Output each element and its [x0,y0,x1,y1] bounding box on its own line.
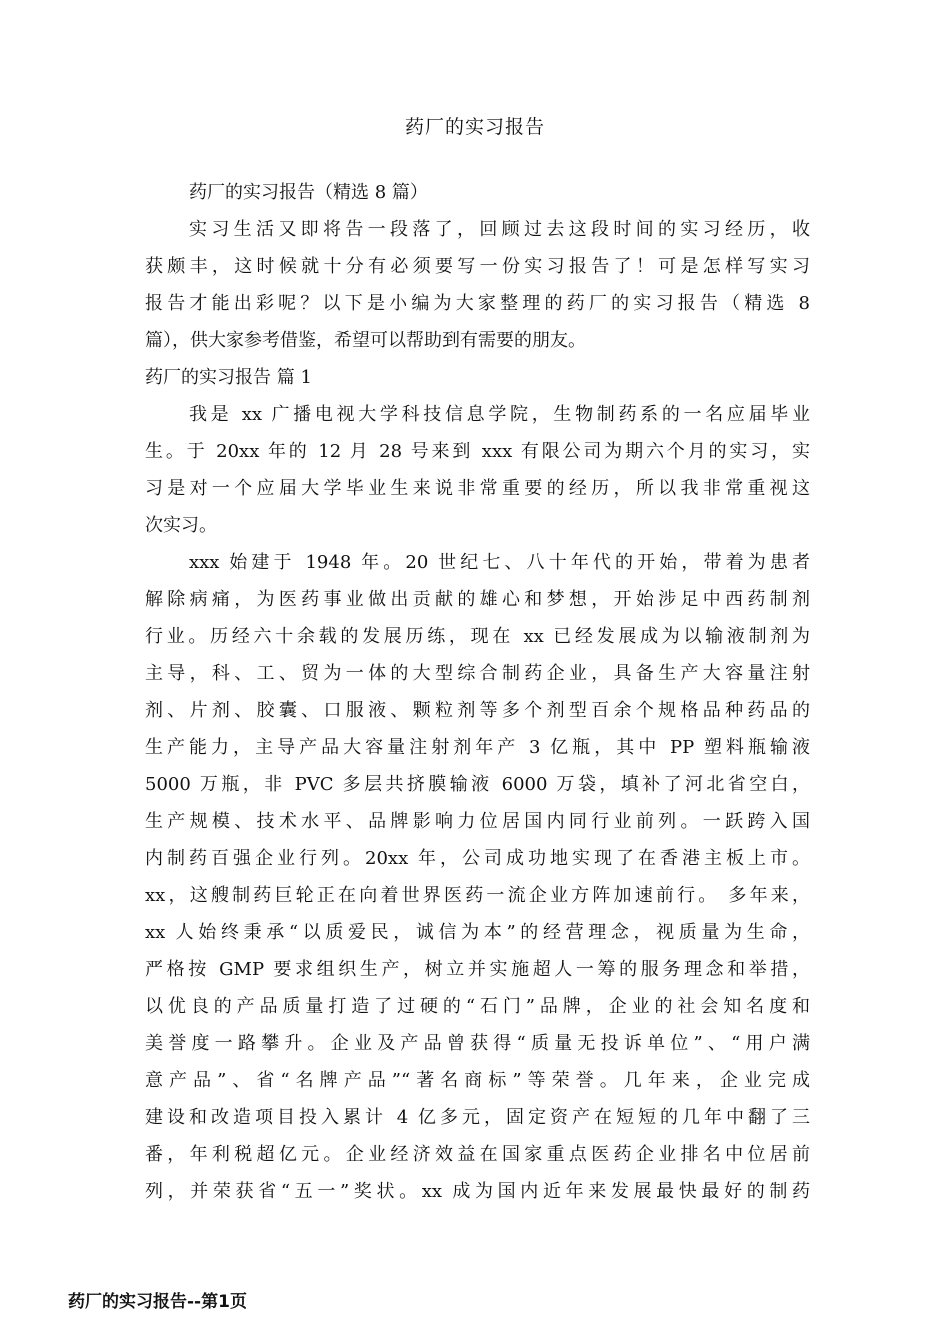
text-line: 建设和改造项目投入累计 4 亿多元，固定资产在短短的几年中翻了三 [145,1107,810,1128]
text-line: 生产能力，主导产品大容量注射剂年产 3 亿瓶，其中 PP 塑料瓶输液 [145,737,810,758]
text-line: xx 人始终秉承“以质爱民，诚信为本”的经营理念，视质量为生命， [145,922,810,943]
text-line: xxx 始建于 1948 年。20 世纪七、八十年代的开始，带着为患者 [189,552,810,573]
text-line: 药厂的实习报告（精选 8 篇） [189,182,428,203]
text-line: 报告才能出彩呢？以下是小编为大家整理的药厂的实习报告（精选 8 [145,293,810,314]
page-footer: 药厂的实习报告--第1页 [68,1292,247,1312]
text-line: 篇），供大家参考借鉴，希望可以帮助到有需要的朋友。 [145,330,586,351]
text-line: 药厂的实习报告 篇 1 [145,367,312,388]
text-line: 内制药百强企业行列。20xx 年，公司成功地实现了在香港主板上市。 [145,848,810,869]
text-line: 我是 xx 广播电视大学科技信息学院，生物制药系的一名应届毕业 [189,404,810,425]
text-line: 剂、片剂、胶囊、口服液、颗粒剂等多个剂型百余个规格品种药品的 [145,700,810,721]
text-line: xx，这艘制药巨轮正在向着世界医药一流企业方阵加速前行。 多年来， [145,885,810,906]
text-line: 严格按 GMP 要求组织生产，树立并实施超人一筹的服务理念和举措， [145,959,810,980]
text-line: 主导，科、工、贸为一体的大型综合制药企业，具备生产大容量注射 [145,663,810,684]
text-line: 解除病痛，为医药事业做出贡献的雄心和梦想，开始涉足中西药制剂 [145,589,810,610]
text-line: 获颇丰，这时候就十分有必须要写一份实习报告了！可是怎样写实习 [145,256,810,277]
document-title: 药厂的实习报告 [404,116,545,138]
text-line: 实习生活又即将告一段落了，回顾过去这段时间的实习经历，收 [189,219,810,240]
text-line: 番，年利税超亿元。企业经济效益在国家重点医药企业排名中位居前 [145,1144,810,1165]
text-line: 行业。历经六十余载的发展历练，现在 xx 已经发展成为以输液制剂为 [145,626,810,647]
document-body [145,174,810,1210]
text-line: 列，并荣获省“五一”奖状。xx 成为国内近年来发展最快最好的制药 [145,1181,810,1202]
text-line: 生。于 20xx 年的 12 月 28 号来到 xxx 有限公司为期六个月的实习，实 [145,441,810,462]
text-line: 次实习。 [145,515,217,536]
text-line: 生产规模、技术水平、品牌影响力位居国内同行业前列。一跃跨入国 [145,811,810,832]
text-line: 以优良的产品质量打造了过硬的“石门”品牌，企业的社会知名度和 [145,996,810,1017]
text-line: 5000 万瓶，非 PVC 多层共挤膜输液 6000 万袋，填补了河北省空白， [145,774,810,795]
text-line: 美誉度一路攀升。企业及产品曾获得“质量无投诉单位”、“用户满 [145,1033,810,1054]
text-line: 意产品”、省“名牌产品”“著名商标”等荣誉。几年来，企业完成 [145,1070,810,1091]
text-line: 习是对一个应届大学毕业生来说非常重要的经历，所以我非常重视这 [145,478,810,499]
